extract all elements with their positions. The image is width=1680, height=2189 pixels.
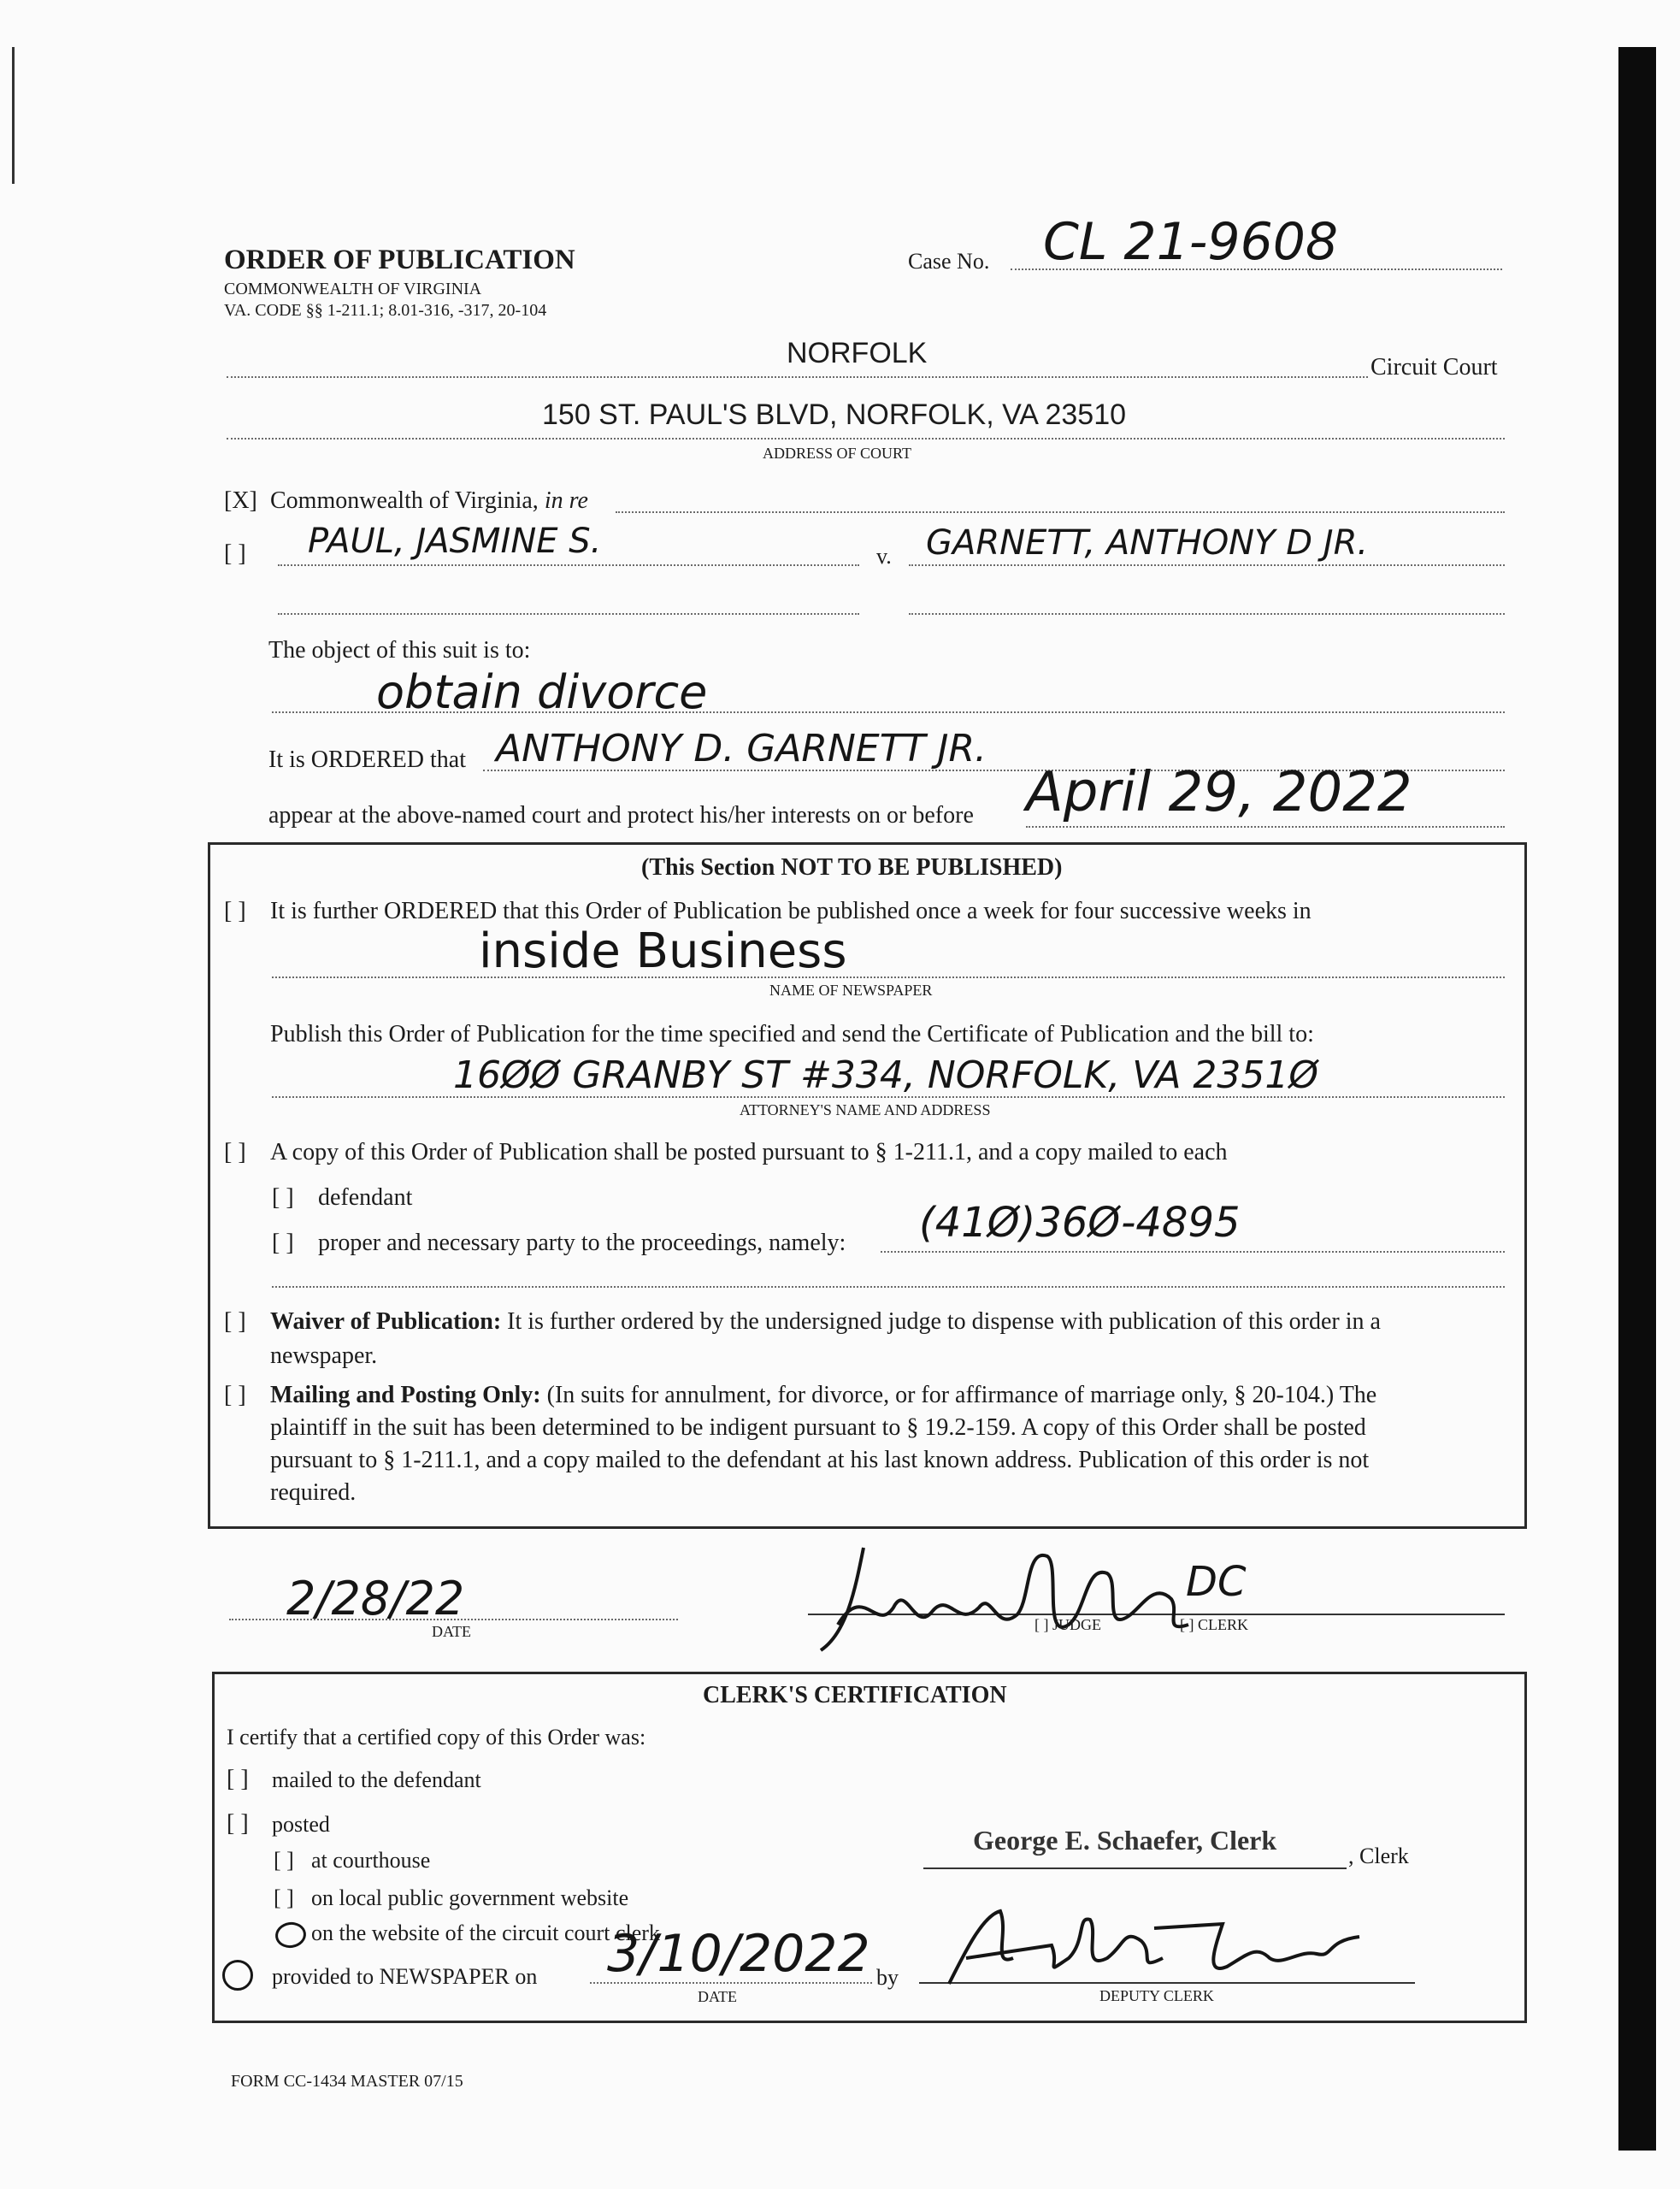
court-address: 150 ST. PAUL'S BLVD, NORFOLK, VA 23510: [542, 398, 1127, 431]
waiver-text-2: newspaper.: [270, 1342, 378, 1369]
cert-date-value: 3/10/2022: [607, 1924, 870, 1984]
court-address-caption: ADDRESS OF COURT: [763, 445, 911, 462]
attorney-caption: ATTORNEY'S NAME AND ADDRESS: [740, 1101, 991, 1118]
deputy-clerk-caption: DEPUTY CLERK: [1099, 1987, 1214, 2004]
case-style-checkbox[interactable]: [ ]: [224, 540, 246, 567]
mailed-label: mailed to the defendant: [272, 1767, 481, 1792]
ordered-label: It is ORDERED that: [268, 746, 466, 773]
circuit-court-label: Circuit Court: [1371, 354, 1498, 381]
case-number-label: Case No.: [908, 249, 990, 274]
mailing-line-1: [270, 1382, 1376, 1409]
commonwealth-checkbox[interactable]: [X]: [224, 487, 257, 514]
object-label: The object of this suit is to:: [268, 637, 531, 664]
mailing-text-1: (In suits for annulment, for divorce, or for affirmance of marriage only, § 20-104.) The: [546, 1382, 1377, 1408]
judge-checkbox[interactable]: [ ] JUDGE: [1035, 1616, 1101, 1633]
defendant-checkbox[interactable]: [ ]: [272, 1184, 294, 1211]
form-id: FORM CC-1434 MASTER 07/15: [231, 2072, 463, 2091]
circuit-website-label: on the website of the circuit court clerk: [311, 1921, 660, 1945]
attorney-value: 16ØØ GRANBY ST #334, NORFOLK, VA 2351Ø: [453, 1053, 1319, 1097]
party-line: [881, 1251, 1505, 1253]
send-text: Publish this Order of Publication for the time specified and send the Certificate of Publication and the bill to:: [270, 1021, 1314, 1047]
certification-intro: I certify that a certified copy of this Order was:: [227, 1725, 646, 1749]
appear-label: appear at the above-named court and protect his/her interests on or before: [268, 802, 974, 829]
courthouse-label: at courthouse: [311, 1848, 431, 1873]
party-value: (41Ø)36Ø-4895: [919, 1199, 1241, 1247]
defendant-line-2: [909, 613, 1505, 615]
mailing-text-3: pursuant to § 1-211.1, and a copy mailed to the defendant at his last known address. Publication of this order is not: [270, 1447, 1370, 1473]
commonwealth-label: [270, 487, 588, 515]
defendant-name: GARNETT, ANTHONY D JR.: [926, 523, 1369, 563]
clerk-checkbox[interactable]: [ ] CLERK: [1180, 1616, 1248, 1633]
commonwealth-text: Commonwealth of Virginia,: [270, 487, 539, 514]
party-line-2: [272, 1286, 1505, 1288]
code-reference: VA. CODE §§ 1-211.1; 8.01-316, -317, 20-104: [224, 301, 547, 320]
local-website-label: on local public government website: [311, 1885, 629, 1910]
courthouse-checkbox[interactable]: [ ]: [274, 1848, 294, 1873]
plaintiff-line: [278, 564, 859, 566]
newspaper-provided-label: provided to NEWSPAPER on: [272, 1964, 538, 1989]
publish-text: It is further ORDERED that this Order of Publication be published once a week for four successive weeks in: [270, 898, 1312, 924]
court-name: NORFOLK: [787, 337, 928, 369]
object-value: obtain divorce: [376, 665, 708, 719]
posted-checkbox[interactable]: [ ]: [224, 1139, 246, 1165]
certification-heading: CLERK'S CERTIFICATION: [703, 1682, 1007, 1708]
jurisdiction: COMMONWEALTH OF VIRGINIA: [224, 280, 482, 298]
plaintiff-line-2: [278, 613, 859, 615]
local-website-checkbox[interactable]: [ ]: [274, 1885, 294, 1910]
clerk-suffix: , Clerk: [1348, 1844, 1409, 1868]
clerk-stamp-line: [923, 1867, 1347, 1869]
newspaper-line: [272, 976, 1505, 978]
defendant-label: defendant: [318, 1184, 413, 1211]
cert-posted-checkbox[interactable]: [ ]: [227, 1810, 249, 1837]
signature-initials: DC: [1186, 1558, 1247, 1606]
in-re-text: in re: [544, 487, 588, 514]
waiver-label: Waiver of Publication:: [270, 1308, 502, 1335]
waiver-checkbox[interactable]: [ ]: [224, 1308, 246, 1335]
case-number-value: CL 21-9608: [1043, 212, 1339, 272]
plaintiff-name: PAUL, JASMINE S.: [308, 522, 602, 561]
court-address-line: [227, 438, 1505, 440]
mailing-label: Mailing and Posting Only:: [270, 1382, 541, 1408]
unpublished-heading: (This Section NOT TO BE PUBLISHED): [641, 854, 1063, 881]
court-name-line: [227, 376, 1368, 378]
publish-checkbox[interactable]: [ ]: [224, 898, 246, 924]
versus-label: v.: [876, 544, 892, 569]
newspaper-name: inside Business: [479, 923, 847, 979]
order-date-caption: DATE: [432, 1623, 471, 1640]
scan-edge-right: [1618, 47, 1656, 2151]
mailing-text-2: plaintiff in the suit has been determined to be indigent pursuant to § 19.2-159. A copy of this Order shall be posted: [270, 1414, 1366, 1441]
waiver-text-1: It is further ordered by the undersigned judge to dispense with publication of this order in a: [507, 1308, 1381, 1335]
defendant-line: [909, 564, 1505, 566]
mailing-text-4: required.: [270, 1479, 357, 1506]
posted-text: A copy of this Order of Publication shall be posted pursuant to § 1-211.1, and a copy mailed to each: [270, 1139, 1228, 1165]
party-checkbox[interactable]: [ ]: [272, 1230, 294, 1256]
deputy-clerk-signature: [932, 1898, 1411, 1992]
appear-line: [1026, 826, 1505, 828]
in-re-line: [616, 511, 1505, 513]
newspaper-provided-checkbox[interactable]: [222, 1960, 253, 1991]
appear-date: April 29, 2022: [1026, 761, 1412, 824]
order-date-value: 2/28/22: [286, 1572, 465, 1626]
by-label: by: [876, 1965, 899, 1990]
ordered-value: ANTHONY D. GARNETT JR.: [496, 727, 987, 770]
newspaper-caption: NAME OF NEWSPAPER: [769, 982, 933, 999]
mailed-checkbox[interactable]: [ ]: [227, 1766, 249, 1792]
scan-edge-left: [12, 47, 15, 184]
clerk-stamp: George E. Schaefer, Clerk: [973, 1825, 1277, 1856]
cert-date-caption: DATE: [698, 1988, 737, 2005]
waiver-line-1: [270, 1308, 1381, 1336]
mailing-checkbox[interactable]: [ ]: [224, 1382, 246, 1408]
cert-posted-label: posted: [272, 1812, 330, 1837]
party-label: proper and necessary party to the proceedings, namely:: [318, 1230, 846, 1256]
form-title: ORDER OF PUBLICATION: [224, 245, 575, 275]
